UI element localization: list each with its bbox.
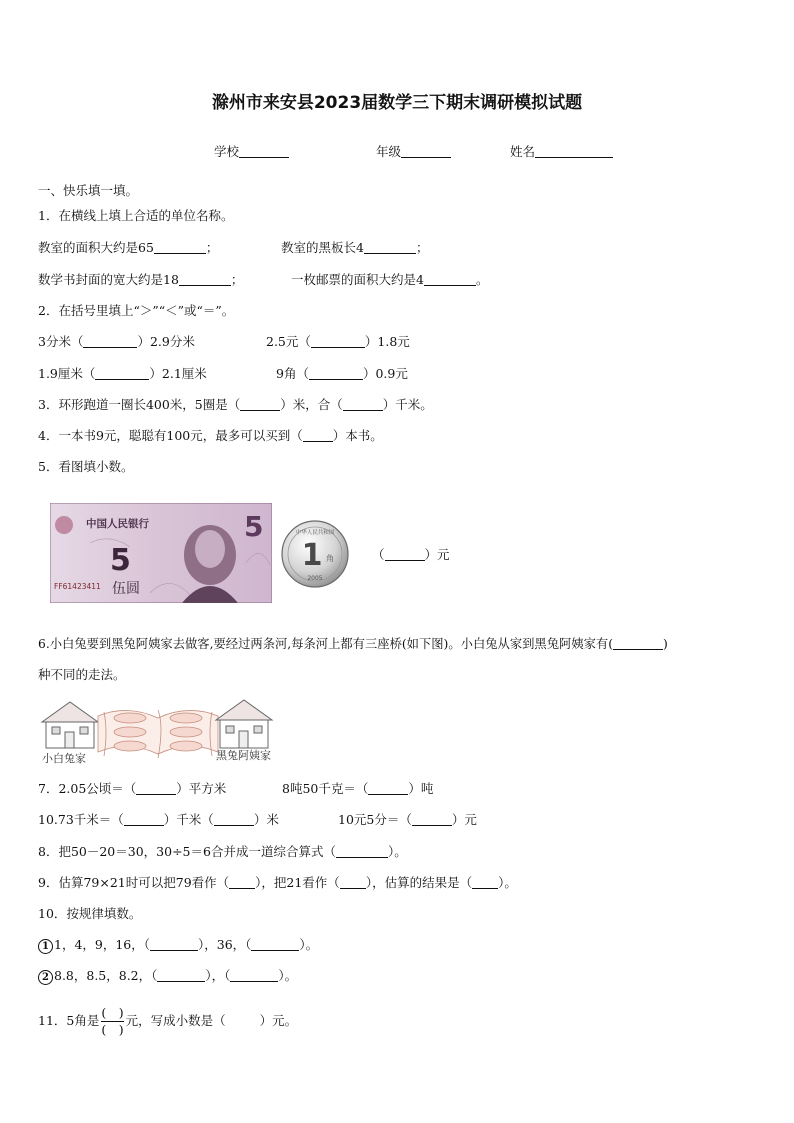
left-house-icon [42,702,98,748]
q7-2a-blank-2[interactable] [214,813,254,826]
name-blank[interactable] [535,145,613,158]
q1-d-text: 一枚邮票的面积大约是4 [291,272,424,287]
q10-s1-blank-2[interactable] [251,938,299,951]
q7-item-1b [282,781,433,797]
coin-year: 2005 [307,575,323,582]
q7-2b-blank[interactable] [412,813,452,826]
q4-text-1: 4．一本书9元，聪聪有100元，最多可以买到（ [38,428,303,443]
q7-2b-right: ）元 [451,812,477,827]
q7-2a-blank-1[interactable] [124,813,164,826]
question-3 [38,397,433,413]
right-house-label: 黑兔阿姨家 [216,749,271,762]
q2-1a-left: 3分米（ [38,334,84,349]
q10-sequence-1 [38,937,318,954]
question-8 [38,844,407,860]
q8-text-1: 8．把50－20＝30，30÷5＝6合并成一道综合算式（ [38,844,336,859]
grade-blank[interactable] [401,145,451,158]
coin-value: 1 [301,538,323,573]
name-field [510,142,613,160]
q7-1a-left: 7．2.05公顷＝（ [38,781,137,796]
q6-text-2: ) [663,637,668,651]
question-2-stem: 2．在括号里填上“＞”“＜”或“＝”。 [38,303,235,318]
q10-s2-blank-1[interactable] [157,969,205,982]
school-field [214,142,289,160]
q1-item-b [281,240,428,256]
q3-text-1: 3．环形跑道一圈长400米，5圈是（ [38,397,241,412]
coin-1-jiao-image [280,519,350,589]
q2-item-1a [38,334,195,350]
circled-number-1-icon: 1 [38,939,53,954]
q11-text-3: ）元。 [259,1013,298,1028]
q3-text-3: ）千米。 [382,397,433,412]
q9-text-3: ），估算的结果是（ [365,875,473,890]
q7-2a-mid: ）千米（ [163,812,214,827]
q2-2a-blank[interactable] [95,367,149,380]
q1-d-end: 。 [475,272,489,287]
q6-blank[interactable] [613,637,663,650]
q2-1b-blank[interactable] [311,335,365,348]
q7-item-2b [338,812,477,828]
q1-c-end: ； [230,272,244,287]
q7-2b-left: 10元5分＝（ [338,812,412,827]
q1-c-blank[interactable] [179,273,231,286]
q1-a-blank[interactable] [154,241,206,254]
name-label: 姓名 [510,144,536,159]
q2-item-1b [266,334,410,350]
q1-item-d [291,272,488,288]
question-6-line2: 种不同的走法。 [38,667,126,682]
q7-1b-left: 8吨50千克＝（ [282,781,369,796]
q1-c-text: 数学书封面的宽大约是18 [38,272,179,287]
q9-text-4: ）。 [498,875,517,890]
q10-s2-text-3: ）。 [278,968,298,983]
q10-sequence-2 [38,968,297,985]
river-bridges-icon [98,710,218,758]
coin-country-text: 中华人民共和国 [295,530,335,536]
question-4 [38,428,383,444]
q8-text-2: ）。 [387,844,407,859]
banknote-5-yuan-image [50,503,272,603]
q1-item-a [38,240,218,256]
q5-answer-blank[interactable] [385,548,425,561]
q7-2a-right: ）米 [253,812,279,827]
q7-item-2a [38,812,279,828]
question-9 [38,875,517,891]
q1-a-end: ； [205,240,219,255]
q10-s1-text-2: ），36，（ [198,937,252,952]
q10-s1-blank-1[interactable] [150,938,198,951]
q2-2b-blank[interactable] [309,367,363,380]
q7-1a-blank[interactable] [136,782,176,795]
q9-text-2: ），把21看作（ [255,875,340,890]
grade-label: 年级 [376,144,402,159]
fraction-blank[interactable] [101,1005,123,1038]
q11-text-2: 元，写成小数是（ [125,1013,226,1028]
q1-b-end: ； [415,240,429,255]
q3-blank-1[interactable] [240,398,280,411]
coin-unit: 角 [326,554,334,563]
q2-2a-left: 1.9厘米（ [38,366,96,381]
banknote-serial: FF61423411 [54,582,101,591]
q3-text-2: ）米，合（ [280,397,343,412]
question-1-stem: 1．在横线上填上合适的单位名称。 [38,208,234,223]
question-5-stem: 5．看图填小数。 [38,459,134,474]
q2-item-2b [276,366,408,382]
q10-s2-text-1: 8.8，8.5，8.2，（ [54,968,158,983]
q1-a-text: 教室的面积大约是65 [38,240,154,255]
question-6-line1 [38,636,668,652]
q5-answer-left: （ [372,547,385,562]
fraction-numerator[interactable]: ( ) [101,1005,124,1020]
q7-1a-right: ）平方米 [176,781,227,796]
q9-blank-2[interactable] [340,876,366,889]
q2-2a-right: ）2.1厘米 [149,366,207,381]
question-10-stem: 10．按规律填数。 [38,906,142,921]
q5-answer-right: ）元 [424,547,450,562]
q1-d-blank[interactable] [424,273,476,286]
left-house-label: 小白兔家 [42,752,86,765]
q2-1a-right: ）2.9分米 [137,334,195,349]
q9-text-1: 9．估算79×21时可以把79看作（ [38,875,230,890]
q5-answer [372,547,450,563]
emblem-icon [55,516,73,534]
school-label: 学校 [214,144,240,159]
q1-b-blank[interactable] [364,241,416,254]
q1-item-c [38,272,243,288]
page-title: 滁州市来安县2023届数学三下期末调研模拟试题 [211,93,583,113]
q9-blank-3[interactable] [472,876,498,889]
q10-s1-text-1: 1，4，9，16，（ [54,937,151,952]
q2-2b-left: 9角（ [276,366,309,381]
q6-text-1: 6.小白兔要到黑兔阿姨家去做客,要经过两条河,每条河上都有三座桥(如下图)。小白兔从家到黑兔阿姨家有( [38,637,614,651]
q8-blank[interactable] [336,845,388,858]
banknote-denomination-top: 5 [244,510,264,543]
q10-s1-text-3: ）。 [299,937,319,952]
right-house-icon [216,700,272,748]
q2-1b-left: 2.5元（ [266,334,311,349]
q2-1b-right: ）1.8元 [364,334,410,349]
q7-1b-blank[interactable] [368,782,408,795]
q4-blank[interactable] [303,429,333,442]
q2-1a-blank[interactable] [83,335,137,348]
circled-number-2-icon: 2 [38,970,53,985]
fraction-denominator[interactable]: ( ) [101,1022,124,1037]
q9-blank-1[interactable] [229,876,255,889]
q3-blank-2[interactable] [343,398,383,411]
bridges-diagram [38,696,282,768]
section-heading: 一、快乐填一填。 [38,183,139,198]
q7-2a-left: 10.73千米＝（ [38,812,124,827]
school-blank[interactable] [239,145,289,158]
banknote-denomination-main: 5 [110,543,131,578]
q10-s2-blank-2[interactable] [230,969,278,982]
banknote-chinese-amount: 伍圆 [112,581,140,597]
q11-text-1: 11．5角是 [38,1013,100,1028]
q1-b-text: 教室的黑板长4 [281,240,364,255]
q10-s2-text-2: ），（ [205,968,231,983]
q2-2b-right: ）0.9元 [362,366,408,381]
question-11 [38,1004,297,1038]
grade-field [376,142,451,160]
q7-item-1a [38,781,226,797]
q4-text-2: ）本书。 [332,428,383,443]
q7-1b-right: ）吨 [408,781,434,796]
q2-item-2a [38,366,207,382]
banknote-bank-name: 中国人民银行 [86,518,149,530]
